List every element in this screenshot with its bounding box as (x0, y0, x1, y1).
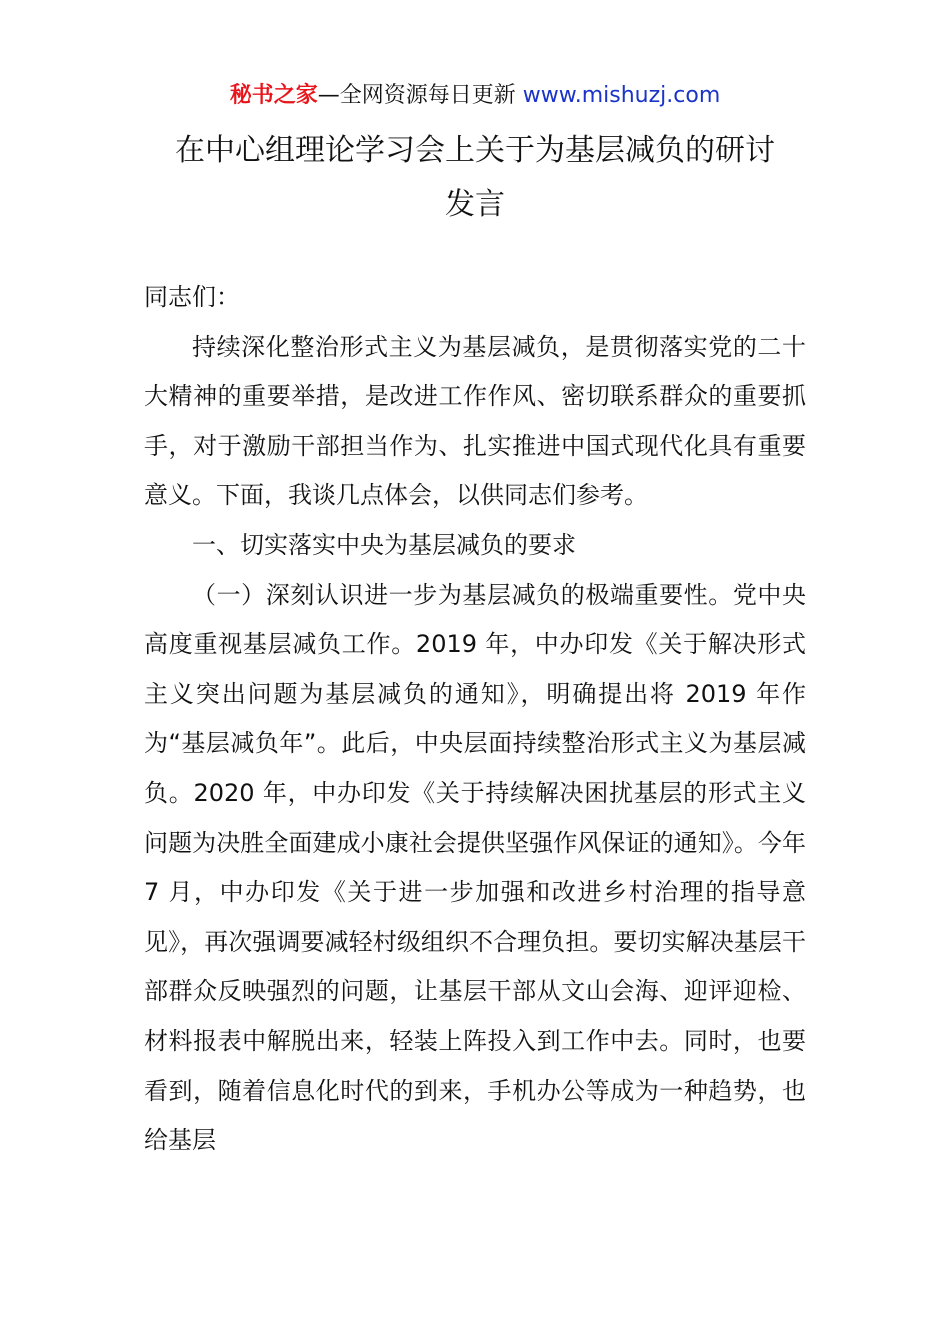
document-title (120, 124, 830, 232)
site-header (0, 80, 950, 112)
section-heading-1: 一、切实落实中央为基层减负的要求 (192, 530, 576, 559)
salutation: 同志们： (144, 283, 240, 311)
title-line-1: 在中心组理论学习会上关于为基层减负的研讨 (175, 133, 775, 168)
document-body (144, 273, 806, 1166)
brand-name: 秘书之家 (229, 83, 318, 108)
title-line-2: 发言 (445, 187, 505, 222)
site-url-link[interactable]: www.mishuzj.com (522, 83, 721, 108)
paragraph-intro: 持续深化整治形式主义为基层减负，是贯彻落实党的二十大精神的重要举措，是改进工作作风、密切联系群众的重要抓手，对于激励干部担当作为、扎实推进中国式现代化具有重要意义。下面，我谈几点体会，以供同志们参考。 (144, 332, 806, 510)
paragraph-section-1-1: （一）深刻认识进一步为基层减负的极端重要性。党中央高度重视基层减负工作。2019 年，中办印发《关于解决形式主义突出问题为基层减负的通知》，明确提出将 2019 年作为“基层减负年”。此后，中央层面持续整治形式主义为基层减负。2020 年，中办印发《关于持续解决困扰基层的形式主义问题为决胜全面建成小康社会提供坚强作风保证的通知》。今年 7 月，中办印发《关于进一步加强和改进乡村治理的指导意见》，再次强调要减轻村级组织不合理负担。要切实解决基层干部群众反映强烈的问题，让基层干部从文山会海、迎评迎检、材料报表中解脱出来，轻装上阵投入到工作中去。同时，也要看到，随着信息化时代的到来，手机办公等成为一种趋势，也给基层 (144, 580, 806, 1155)
header-slogan: —全网资源每日更新 (317, 83, 523, 108)
